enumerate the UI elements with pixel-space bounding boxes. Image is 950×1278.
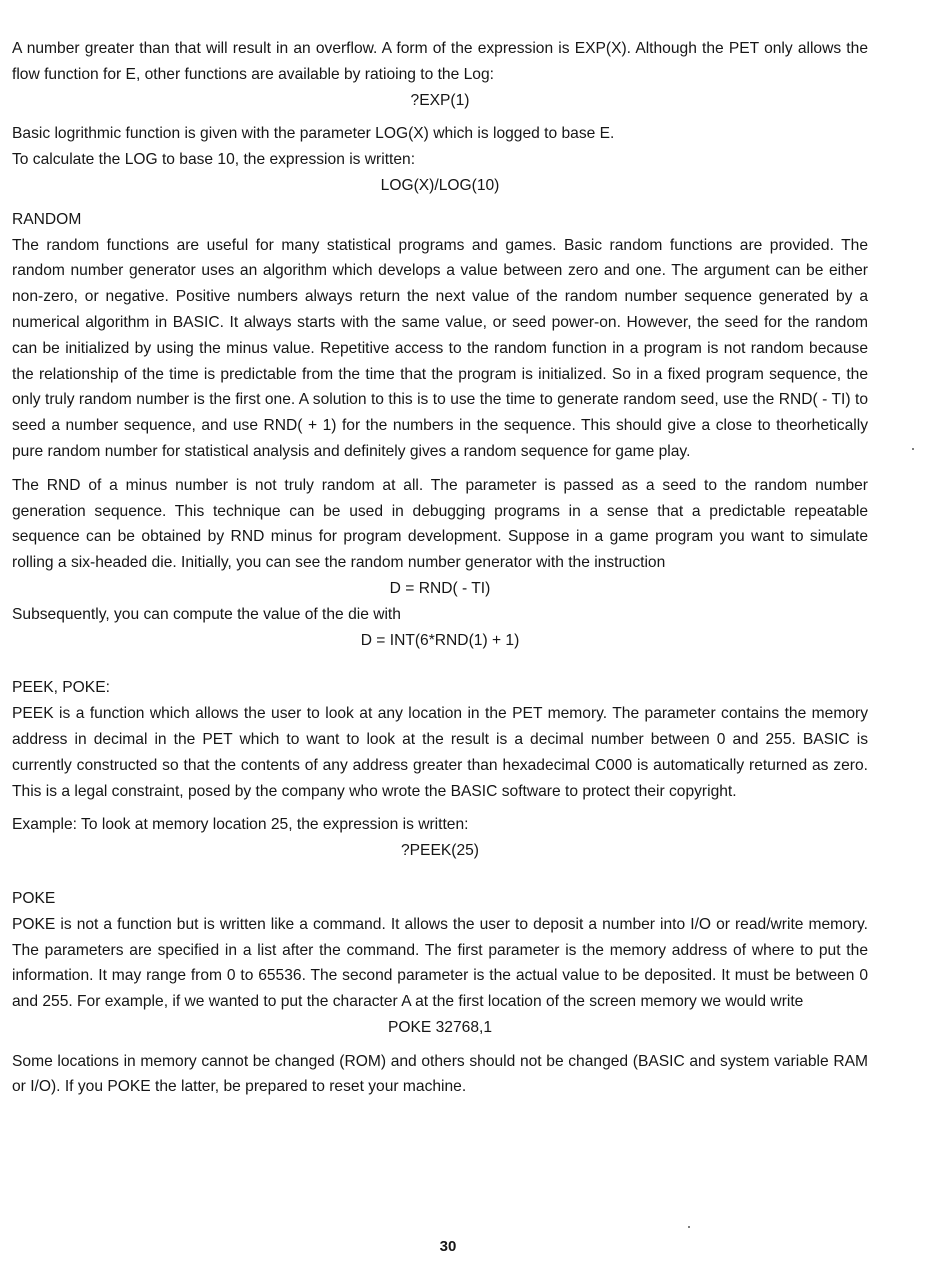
random-formula-1: D = RND( - TI) <box>389 579 491 597</box>
exp-formula: ?EXP(1) <box>410 91 470 109</box>
page-body <box>12 36 868 1100</box>
random-heading: RANDOM <box>12 210 82 228</box>
peek-formula: ?PEEK(25) <box>400 842 479 860</box>
random-paragraph-1: The random functions are useful for many statistical programs and games. Basic random functions are provided. The random number generator uses an algorithm which develops a value between zero and one. The argument can be either non-zero, or negative. Positive numbers always return the next value of the random number sequence generated by a numerical algorithm in BASIC. It always starts with the same value, or seed power-on. However, the seed for the random can be initialized by using the minus value. Repetitive access to the random function in a program is not random because the relationship of the time is predictable from the time that the program is initialized. So in a fixed program sequence, the only truly random number is the first one. A solution to this is to use the time to generate random seed, use the RND( - TI) to seed a number sequence, and use RND( + 1) for the numbers in the sequence. This should give a close to theorhetically pure random number for statistical analysis and definitely gives a random sequence for game play. <box>12 236 868 460</box>
scan-speck <box>688 1226 690 1228</box>
poke-heading: POKE <box>12 889 56 907</box>
peek-heading: PEEK, POKE: <box>12 679 110 697</box>
random-line: Subsequently, you can compute the value of the die with <box>12 605 401 623</box>
poke-paragraph-2: Some locations in memory cannot be changed (ROM) and others should not be changed (BASIC and system variable RAM or I/O). If you POKE the latter, be prepared to reset your machine. <box>12 1052 868 1096</box>
poke-formula: POKE 32768,1 <box>387 1018 493 1036</box>
log-formula: LOG(X)/LOG(10) <box>380 176 500 194</box>
peek-paragraph: PEEK is a function which allows the user to look at any location in the PET memory. The parameter contains the memory address in decimal in the PET which to want to look at the result is a decimal number between 0 and 255. BASIC is currently constructed so that the contents of any address greater than hexadecimal C000 is automatically returned as zero. This is a legal constraint, posed by the company who wrote the BASIC software to protect their copyright. <box>12 705 868 800</box>
poke-paragraph: POKE is not a function but is written like a command. It allows the user to deposit a number into I/O or read/write memory. The parameters are specified in a list after the command. The first parameter is the memory address of where to put the information. It may range from 0 to 65536. The second parameter is the actual value to be deposited. It must be between 0 and 255. For example, if we wanted to put the character A at the first location of the screen memory we would write <box>12 915 868 1011</box>
scan-speck <box>912 448 914 450</box>
log-line-2: To calculate the LOG to base 10, the expression is written: <box>12 151 416 169</box>
page-number: 30 <box>439 1238 457 1255</box>
random-paragraph-2: The RND of a minus number is not truly random at all. The parameter is passed as a seed to the random number generation sequence. This technique can be used in debugging programs in a sense that a predictable repeatable sequence can be obtained by RND minus for program development. Suppose in a game program you want to simulate rolling a six-headed die. Initially, you can see the random number generator with the instruction <box>12 476 868 572</box>
random-formula-2: D = INT(6*RND(1) + 1) <box>360 631 520 649</box>
exp-paragraph: A number greater than that will result in an overflow. A form of the expression is EXP(X). Although the PET only allows the flow function for E, other functions are available by ratioing to the Log: <box>12 40 868 83</box>
peek-example: Example: To look at memory location 25, the expression is written: <box>12 816 469 834</box>
log-line-1: Basic logrithmic function is given with the parameter LOG(X) which is logged to base E. <box>12 125 615 143</box>
